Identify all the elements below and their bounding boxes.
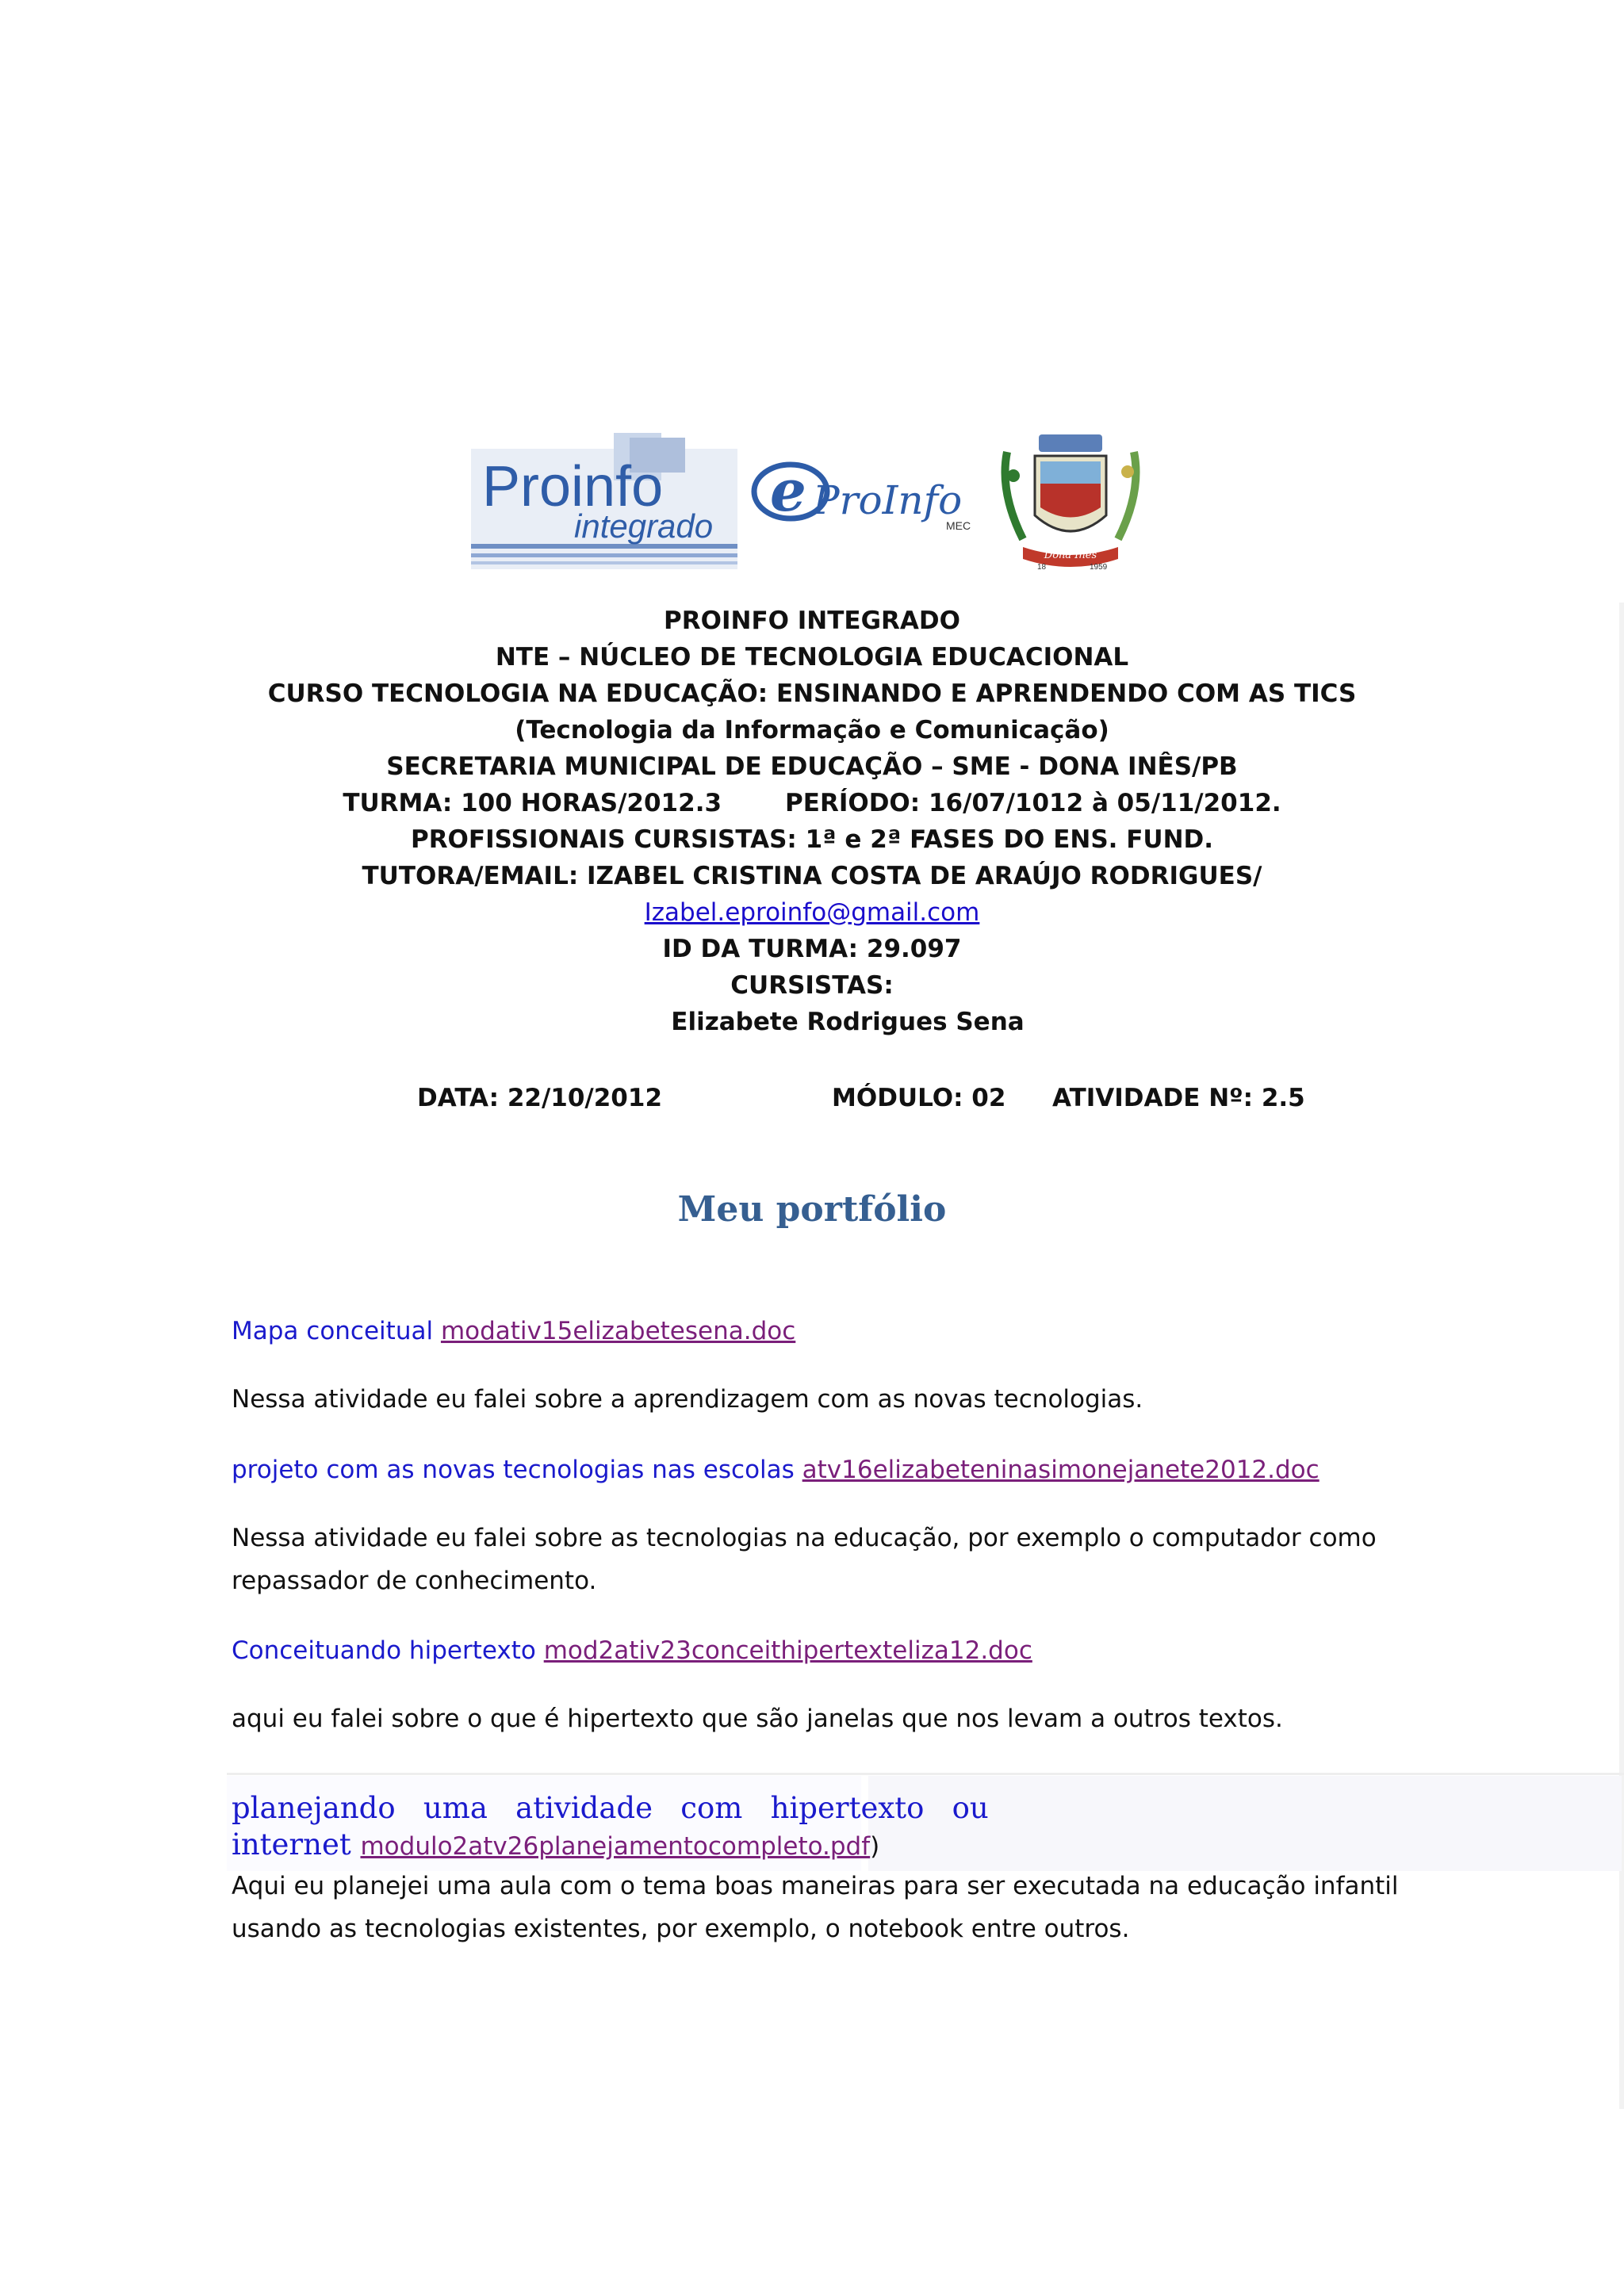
integrado-text: integrado [574, 507, 714, 545]
entry-4 [232, 1790, 1469, 1950]
entry-3-link[interactable]: mod2ativ23conceithipertexteliza12.doc [543, 1636, 1032, 1665]
crest-year-left: 18 [1037, 563, 1047, 572]
entry-2-link[interactable]: atv16elizabeteninasimonejanete2012.doc [802, 1456, 1320, 1484]
entry-1-label: Mapa conceitual [232, 1317, 434, 1345]
tutor-email-link[interactable]: Izabel.eproinfo@gmail.com [644, 898, 980, 927]
entry-2 [232, 1448, 1469, 1602]
cursista-name: Elizabete Rodrigues Sena [671, 1008, 1025, 1036]
data-date: DATA: 22/10/2012 [417, 1084, 663, 1112]
id-turma: ID DA TURMA: 29.097 [662, 935, 962, 963]
header-line-4: (Tecnologia da Informação e Comunicação) [515, 716, 1109, 744]
entry-2-label: projeto com as novas tecnologias nas escolas [232, 1456, 795, 1484]
entry-2-desc: Nessa atividade eu falei sobre as tecnologias na educação, por exemplo o computador como repassador de conhecimento. [232, 1524, 1377, 1595]
entry-3-label: Conceituando hipertexto [232, 1636, 536, 1665]
header-block [0, 603, 1624, 1040]
entry-1-desc: Nessa atividade eu falei sobre a aprendizagem com as novas tecnologias. [232, 1385, 1143, 1414]
entry-1-link[interactable]: modativ15elizabetesena.doc [440, 1317, 796, 1345]
page-title: Meu portfólio [677, 1189, 947, 1230]
data-atividade: ATIVIDADE Nº: 2.5 [1052, 1084, 1305, 1112]
header-line-1: PROINFO INTEGRADO [664, 607, 960, 635]
mec-text: MEC [946, 519, 971, 532]
header-line-6 [0, 785, 1624, 821]
eproinfo-mec-logo [749, 452, 987, 539]
crest-banner-text: Dona Inês [1044, 549, 1097, 561]
dona-ines-crest [991, 428, 1150, 575]
entry-4-label-line2: internet [232, 1827, 351, 1862]
data-modulo: MÓDULO: 02 [832, 1084, 1006, 1112]
logo-strip [468, 428, 1150, 575]
crest-year-right: 1959 [1090, 563, 1108, 572]
table-border [227, 1773, 1624, 1775]
periodo-text: PERÍODO: 16/07/1012 à 05/11/2012. [785, 789, 1281, 817]
turma-text: TURMA: 100 HORAS/2012.3 [343, 789, 722, 817]
header-line-3: CURSO TECNOLOGIA NA EDUCAÇÃO: ENSINANDO E APRENDENDO COM AS TICS [267, 679, 1357, 708]
entry-3-desc: aqui eu falei sobre o que é hipertexto que são janelas que nos levam a outros textos. [232, 1705, 1283, 1733]
header-line-7: PROFISSIONAIS CURSISTAS: 1ª e 2ª FASES DO ENS. FUND. [410, 825, 1214, 854]
proinfo-integrado-logo [471, 433, 737, 569]
entry-4-link[interactable]: modulo2atv26planejamentocompleto.pdf [360, 1832, 871, 1861]
entry-3 [232, 1629, 1469, 1740]
proinfo-text: Proinfo [482, 455, 664, 519]
eproinfo-text: ProInfo [813, 477, 963, 523]
entry-4-desc: Aqui eu planejei uma aula com o tema boas maneiras para ser executada na educação infantil usando as tecnologias existentes, por exemplo, o notebook entre outros. [232, 1872, 1399, 1943]
header-line-5: SECRETARIA MUNICIPAL DE EDUCAÇÃO – SME - DONA INÊS/PB [386, 752, 1238, 781]
cursistas-label: CURSISTAS: [730, 971, 894, 1000]
header-line-2: NTE – NÚCLEO DE TECNOLOGIA EDUCACIONAL [495, 643, 1129, 672]
eproinfo-e: e [770, 457, 806, 524]
entry-1 [232, 1310, 1469, 1421]
entry-4-label-line1: planejando uma atividade com hipertexto ou [232, 1791, 989, 1825]
header-line-8: TUTORA/EMAIL: IZABEL CRISTINA COSTA DE ARAÚJO RODRIGUES/ [362, 862, 1262, 890]
entry-4-suffix: ) [870, 1832, 880, 1861]
